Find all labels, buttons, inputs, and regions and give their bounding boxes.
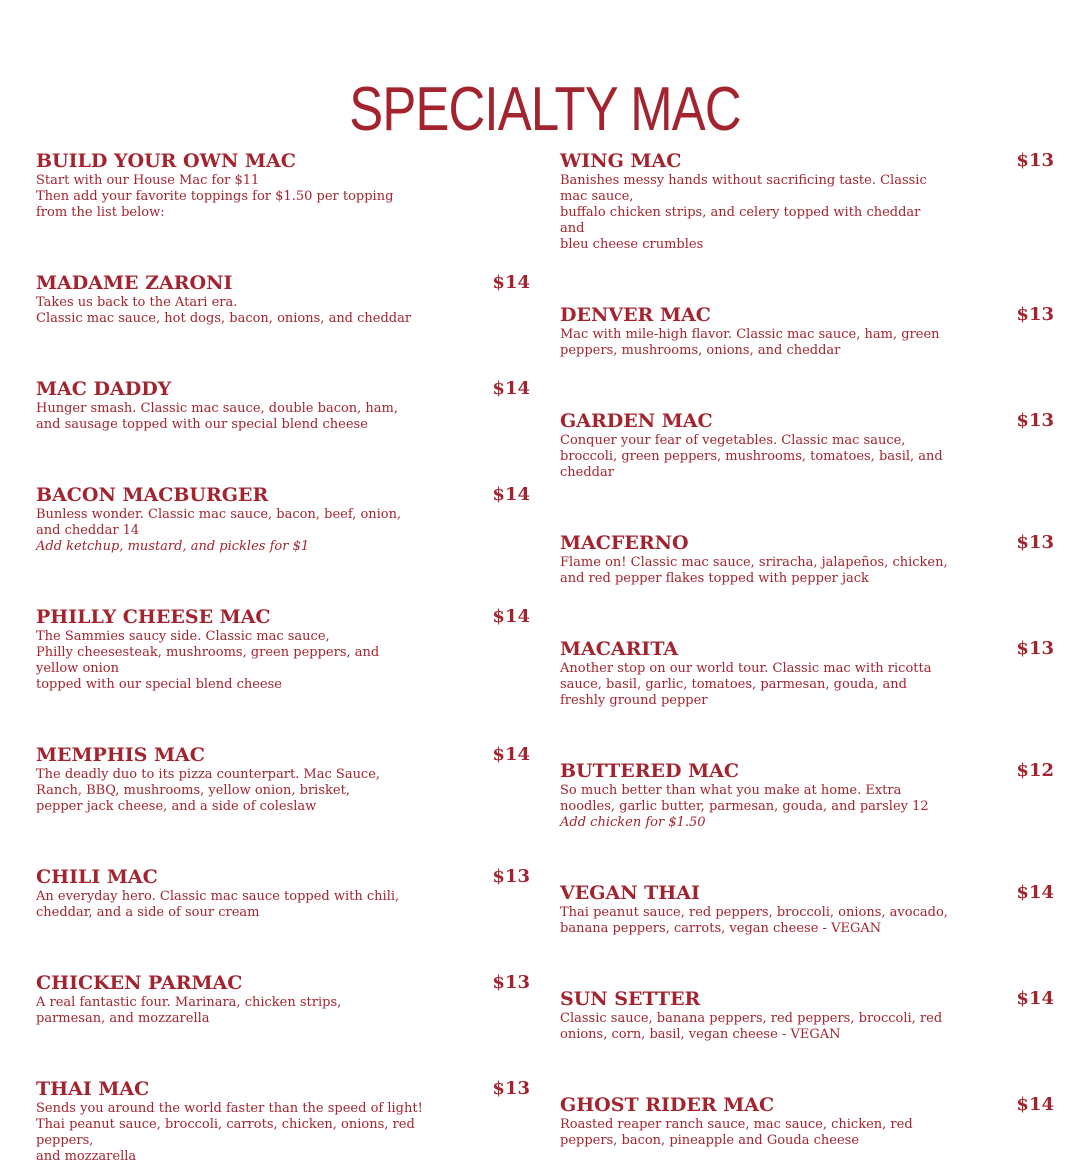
menu-item <box>36 377 530 433</box>
menu-item-name: MAC DADDY <box>36 378 172 400</box>
menu-item-header <box>36 605 530 629</box>
menu-item-name: THAI MAC <box>36 1078 150 1100</box>
menu-item <box>560 881 1054 937</box>
menu-item-description-line: Flame on! Classic mac sauce, sriracha, jalapeños, chicken, <box>560 555 948 570</box>
menu-item-description-line: Philly cheesesteak, mushrooms, green peppers, and <box>36 645 380 660</box>
menu-item-description-line: Classic mac sauce, hot dogs, bacon, onions, and cheddar <box>36 311 412 326</box>
menu-item-header <box>36 377 530 401</box>
menu-item-name: DENVER MAC <box>560 304 711 326</box>
menu-item-name: BUTTERED MAC <box>560 760 739 782</box>
menu-item <box>36 865 530 921</box>
menu-item-price: $14 <box>492 378 530 399</box>
menu-item-price: $13 <box>1016 638 1054 659</box>
menu-item-description-line: Another stop on our world tour. Classic mac with ricotta <box>560 661 932 676</box>
menu-item-price: $13 <box>1016 150 1054 171</box>
menu-item <box>560 987 1054 1043</box>
menu-item-description-line: banana peppers, carrots, vegan cheese - VEGAN <box>560 921 882 936</box>
menu-item-header <box>36 149 530 173</box>
menu-item-header <box>560 1093 1054 1117</box>
menu-item-description-line: Roasted reaper ranch sauce, mac sauce, chicken, red <box>560 1117 913 1132</box>
menu-item-header <box>560 149 1054 173</box>
menu-item-description-line: sauce, basil, garlic, tomatoes, parmesan, gouda, and <box>560 677 907 692</box>
menu-item-description-line: bleu cheese crumbles <box>560 237 704 252</box>
menu-item-description-line: Banishes messy hands without sacrificing taste. Classic <box>560 173 927 188</box>
menu-item-name: SUN SETTER <box>560 988 701 1010</box>
menu-item-description-line: A real fantastic four. Marinara, chicken strips, <box>36 995 342 1010</box>
menu-item-description-line: noodles, garlic butter, parmesan, gouda, and parsley 12 <box>560 799 929 814</box>
menu-item-name: MACARITA <box>560 638 679 660</box>
menu-item-description-line: Classic sauce, banana peppers, red peppers, broccoli, red <box>560 1011 943 1026</box>
menu-item-price: $14 <box>492 744 530 765</box>
menu-item-description-line: parmesan, and mozzarella <box>36 1011 210 1026</box>
menu-item-name: CHILI MAC <box>36 866 158 888</box>
menu-item <box>36 149 530 221</box>
menu-item <box>36 1077 530 1165</box>
menu-item-price: $14 <box>492 272 530 293</box>
menu-item-description-line: So much better than what you make at home. Extra <box>560 783 902 798</box>
menu-item-description-line: Sends you around the world faster than the speed of light! <box>36 1101 423 1116</box>
menu-item-description-line: Takes us back to the Atari era. <box>36 295 238 310</box>
menu-item-description-line: buffalo chicken strips, and celery topped with cheddar <box>560 205 921 220</box>
menu-item-description-line: peppers, mushrooms, onions, and cheddar <box>560 343 841 358</box>
menu-item <box>560 303 1054 359</box>
menu-item-price: $14 <box>492 606 530 627</box>
menu-item-description-line: Ranch, BBQ, mushrooms, yellow onion, brisket, <box>36 783 350 798</box>
menu-item-header <box>36 743 530 767</box>
menu-item-description-line: Hunger smash. Classic mac sauce, double bacon, ham, <box>36 401 399 416</box>
menu-item-description-line: An everyday hero. Classic mac sauce topped with chili, <box>36 889 400 904</box>
menu-item-header <box>560 881 1054 905</box>
menu-item-description-line: and red pepper flakes topped with pepper jack <box>560 571 869 586</box>
menu-item-description-line: Mac with mile-high flavor. Classic mac sauce, ham, green <box>560 327 940 342</box>
menu-item-description-line: and mozzarella <box>36 1149 137 1164</box>
menu-item <box>36 605 530 693</box>
menu-item-description-line: Thai peanut sauce, red peppers, broccoli, onions, avocado, <box>560 905 948 920</box>
menu-item-header <box>560 637 1054 661</box>
menu-item-header <box>36 1077 530 1101</box>
menu-item-header <box>560 987 1054 1011</box>
menu-item-price: $13 <box>492 866 530 887</box>
menu-item <box>36 271 530 327</box>
menu-item-name: MEMPHIS MAC <box>36 744 205 766</box>
menu-item-name: MADAME ZARONI <box>36 272 233 294</box>
menu-item-description-line: broccoli, green peppers, mushrooms, tomatoes, basil, and <box>560 449 943 464</box>
menu-item <box>560 149 1054 253</box>
menu-item-name: MACFERNO <box>560 532 689 554</box>
menu-item-name: GHOST RIDER MAC <box>560 1094 775 1116</box>
menu-item-description-line: cheddar, and a side of sour cream <box>36 905 260 920</box>
menu-item-price: $14 <box>1016 882 1054 903</box>
page-title: SPECIALTY MAC <box>349 74 741 144</box>
menu-item-description-line: and sausage topped with our special blend cheese <box>36 417 368 432</box>
menu-item-price: $14 <box>1016 988 1054 1009</box>
menu-item-description-line: The deadly duo to its pizza counterpart. Mac Sauce, <box>36 767 381 782</box>
menu-item-price: $13 <box>492 1078 530 1099</box>
menu-item-price: $13 <box>1016 410 1054 431</box>
menu-item <box>36 743 530 815</box>
menu-item-header <box>36 483 530 507</box>
menu-item-header <box>560 303 1054 327</box>
menu-item-description-line: The Sammies saucy side. Classic mac sauce, <box>36 629 330 644</box>
menu-item-name: BACON MACBURGER <box>36 484 269 506</box>
menu-item-description-line: Then add your favorite toppings for $1.50 per topping <box>36 189 394 204</box>
menu-item-description-line: Bunless wonder. Classic mac sauce, bacon, beef, onion, <box>36 507 402 522</box>
menu-item-description-line: Thai peanut sauce, broccoli, carrots, chicken, onions, red <box>36 1117 415 1132</box>
menu-item <box>36 483 530 555</box>
menu-item-addon-note: Add chicken for $1.50 <box>560 815 706 830</box>
menu-item <box>560 637 1054 709</box>
menu-item-description-line: mac sauce, <box>560 189 634 204</box>
menu-item-name: GARDEN MAC <box>560 410 713 432</box>
menu-item-price: $14 <box>1016 1094 1054 1115</box>
menu-item-description-line: Conquer your fear of vegetables. Classic mac sauce, <box>560 433 906 448</box>
menu-item-header <box>36 271 530 295</box>
menu-item-price: $14 <box>492 484 530 505</box>
menu-item-description-line: cheddar <box>560 465 614 480</box>
menu-item-header <box>36 971 530 995</box>
menu-item-description-line: and <box>560 221 585 236</box>
menu-item-header <box>560 409 1054 433</box>
menu-item <box>560 759 1054 831</box>
menu-item-description-line: Start with our House Mac for $11 <box>36 173 260 188</box>
menu-item-description-line: freshly ground pepper <box>560 693 708 708</box>
menu-item <box>560 1093 1054 1149</box>
menu-item-description-line: pepper jack cheese, and a side of coleslaw <box>36 799 317 814</box>
menu-item-header <box>560 531 1054 555</box>
menu-item-addon-note: Add ketchup, mustard, and pickles for $1 <box>36 539 310 554</box>
menu-item-description-line: yellow onion <box>36 661 119 676</box>
menu-item-price: $13 <box>1016 304 1054 325</box>
menu-item-description-line: peppers, bacon, pineapple and Gouda cheese <box>560 1133 860 1148</box>
menu-item-header <box>560 759 1054 783</box>
menu-item <box>36 971 530 1027</box>
menu-item-header <box>36 865 530 889</box>
menu-item-description-line: topped with our special blend cheese <box>36 677 282 692</box>
menu-item <box>560 409 1054 481</box>
menu-item-price: $13 <box>1016 532 1054 553</box>
menu-item-description-line: from the list below: <box>36 205 165 220</box>
menu-item <box>560 531 1054 587</box>
menu-item-name: CHICKEN PARMAC <box>36 972 243 994</box>
menu-item-description-line: peppers, <box>36 1133 94 1148</box>
menu-item-description-line: onions, corn, basil, vegan cheese - VEGAN <box>560 1027 841 1042</box>
menu-item-name: BUILD YOUR OWN MAC <box>36 150 296 172</box>
menu-item-name: WING MAC <box>560 150 682 172</box>
menu-item-description-line: and cheddar 14 <box>36 523 140 538</box>
menu-item-name: PHILLY CHEESE MAC <box>36 606 271 628</box>
menu-item-name: VEGAN THAI <box>560 882 700 904</box>
menu-item-price: $12 <box>1016 760 1054 781</box>
menu-item-price: $13 <box>492 972 530 993</box>
